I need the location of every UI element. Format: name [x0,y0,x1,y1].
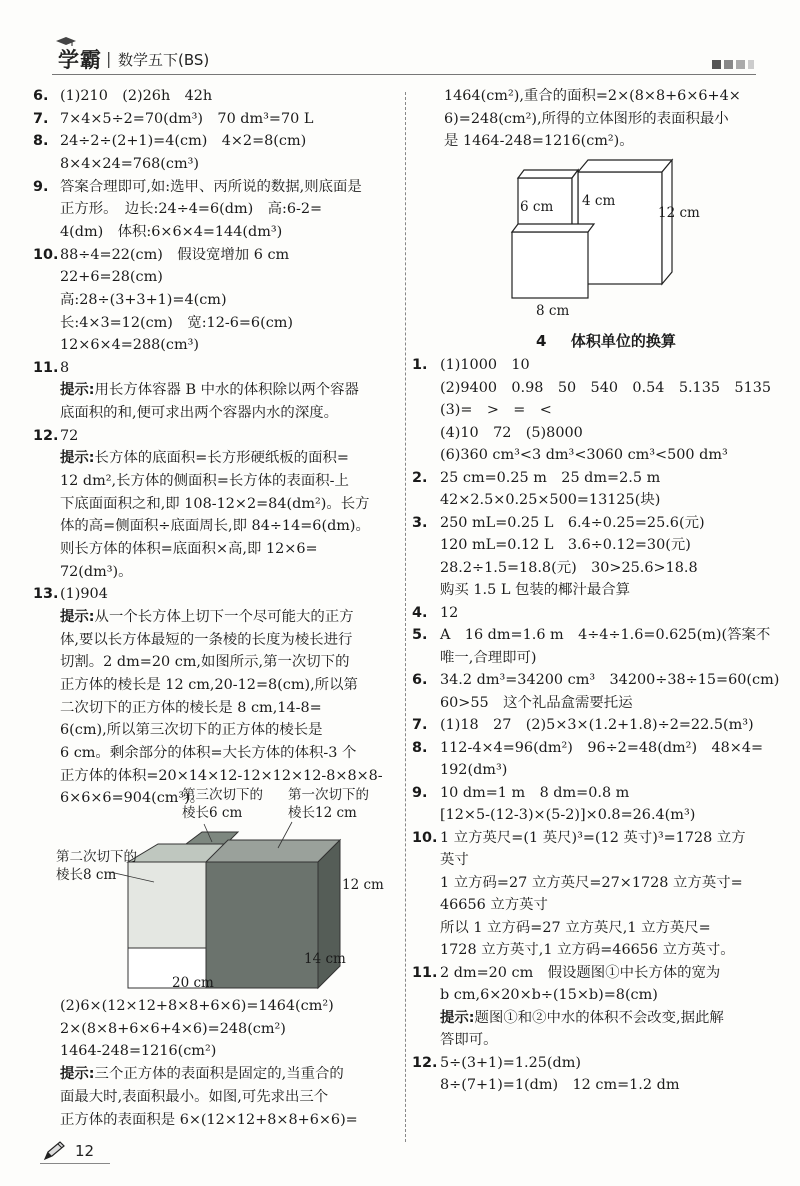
page-header [0,40,800,80]
answer-text: 120 mL=0.12 L 3.6÷0.12=30(元) [440,537,691,553]
answer-text: 二次切下的正方体的棱长是 8 cm,14-8= [60,699,322,716]
answer-line [440,558,698,578]
answer-line [60,996,334,1016]
item-number: 10. [33,246,59,263]
answer-text: (2)9400 0.98 50 540 0.54 5.135 5135 [440,379,772,396]
answer-line [440,738,763,758]
answer-line [440,670,779,690]
answer-text: 1464(cm²),重合的面积=2×(8×8+6×6+4× [444,88,741,104]
pencil-icon [42,1140,68,1162]
answer-line [60,652,349,672]
item-number: 4. [412,604,428,621]
answer-line [60,358,69,378]
answer-text: 42×2.5×0.25×500=13125(块) [440,492,661,508]
answer-text: 正方体的表面积是 6×(12×12+8×8+6×6)= [60,1111,358,1128]
answer-text: 答即可。 [440,1032,498,1048]
answer-text: 答案合理即可,如:选甲、丙所说的数据,则底面是 [60,178,362,195]
answer-line [60,1110,358,1130]
answer-text: 正方形。 边长:24÷4=6(dm) 高:6-2= [60,201,323,218]
answer-line [440,783,629,803]
answer-text: 72(dm³)。 [60,563,133,580]
label-first-cut-line2: 棱长12 cm [288,805,357,821]
answer-text: 体的高=侧面积÷底面周长,即 84÷14=6(dm)。 [60,518,370,535]
answer-line [440,648,537,668]
answer-text: 2 dm=20 cm 假设题图①中长方体的宽为 [440,964,721,981]
hint-label: 提示: [60,450,95,467]
answer-text: 1728 立方英寸,1 立方码=46656 立方英寸。 [440,942,735,958]
answer-line [440,873,743,893]
answer-line [440,400,552,420]
answer-line [440,805,695,825]
answer-text: 28.2÷1.5=18.8(元) 30>25.6>18.8 [440,559,698,576]
answer-text: 长方体的底面积=长方形硬纸板的面积= [94,450,349,467]
answer-text: 6)=248(cm²),所得的立体图形的表面积最小 [444,110,729,127]
section-title: 体积单位的换算 [570,332,676,350]
answer-text: (1)1000 10 [440,357,530,373]
answer-text: 12 [440,604,459,621]
label-second-cut-line2: 棱长8 cm [56,867,117,883]
answer-text: 6(cm),所以第三次切下的正方体的棱长是 [60,722,323,739]
answer-text: 从一个长方体上切下一个尽可能大的正方 [94,608,354,625]
answer-line [60,177,362,197]
hint-label: 提示: [60,382,95,399]
item-number: 2. [412,469,428,486]
dim-height: 12 cm [342,877,384,893]
answer-text: 24÷2÷(2+1)=4(cm) 4×2=8(cm) [60,133,307,150]
answer-line [440,963,720,983]
column-divider [405,92,406,1142]
answer-text: 则长方体的体积=底面积×高,即 12×6= [60,541,318,557]
label-third-cut [182,786,263,822]
answer-text: (4)10 72 (5)8000 [440,424,583,441]
answer-line [440,1075,679,1095]
answer-line [60,698,322,718]
answer-line [60,743,356,763]
answer-text: 1464-248=1216(cm²) [60,1043,217,1060]
answer-line [440,625,770,645]
answer-line [440,535,691,555]
item-number: 11. [33,359,59,376]
label-first-cut-line1: 第一次切下的 [288,787,369,803]
answer-text: 三个正方体的表面积是固定的,当重合的 [94,1066,344,1083]
answer-text: 高:28÷(3+3+1)=4(cm) [60,291,227,308]
decor-square [712,60,721,69]
answer-line [60,109,313,129]
answer-line [60,222,282,242]
item-number: 9. [412,784,428,801]
item-number: 13. [33,586,59,603]
answer-line [60,584,108,604]
item-number: 9. [33,178,49,195]
item-number: 1. [412,357,428,373]
item-number: 11. [412,964,438,981]
answer-line [60,199,322,219]
answer-line [60,290,227,310]
answer-text: 用长方体容器 B 中水的体积除以两个容器 [94,382,359,399]
answer-text: 8×4×24=768(cm³) [60,155,199,172]
answer-text: 1 立方码=27 立方英尺=27×1728 立方英寸= [440,874,743,891]
answer-line [440,580,630,600]
answer-line [60,426,78,446]
brand-logo: 学霸 [58,48,102,72]
answer-line [60,720,323,740]
answer-line [440,513,705,533]
answer-text: 唯一,合理即可) [440,649,537,666]
answer-line [60,539,318,559]
answer-line [440,895,548,915]
answer-line [444,86,741,106]
answer-line [440,468,660,488]
fig2-dim-mid: 4 cm [582,193,616,209]
answer-line [60,1064,344,1084]
answer-line [60,630,352,650]
answer-text: 面最大时,表面积最小。如图,可先求出三个 [60,1088,329,1105]
answer-line [440,378,771,398]
label-third-cut-line2: 棱长6 cm [182,805,243,821]
answer-line [440,423,583,443]
answer-text: 2×(8×8+6×6+4×6)=248(cm²) [60,1020,286,1037]
answer-line [60,607,354,627]
answer-text: 1 立方英尺=(1 英尺)³=(12 英寸)³=1728 立方 [440,829,746,846]
answer-text: A 16 dm=1.6 m 4÷4÷1.6=0.625(m)(答案不 [440,627,771,643]
item-number: 10. [412,829,438,846]
dim-width: 20 cm [172,975,214,991]
answer-line [440,918,711,938]
answer-line [60,245,289,265]
answer-text: b cm,6×20×b÷(15×b)=8(cm) [440,987,658,1003]
hint-label: 提示: [60,608,95,625]
answer-text: 英寸 [440,852,469,868]
figure-stacked-cubes [508,154,708,324]
item-number: 7. [33,110,49,127]
answer-text: 体,要以长方体最短的一条棱的长度为棱长进行 [60,631,353,648]
answer-line [60,1041,216,1061]
answer-text: (3)= > = < [440,402,552,418]
label-third-cut-line1: 第三次切下的 [182,787,263,803]
answer-text: 250 mL=0.25 L 6.4÷0.25=25.6(元) [440,514,705,531]
answer-text: 60>55 这个礼品盒需要托运 [440,694,633,711]
item-number: 8. [412,739,428,756]
decor-square [724,60,733,69]
page-number: 12 [75,1142,95,1160]
answer-text: 12×6×4=288(cm³) [60,337,199,354]
book-title: 数学五下(BS) [118,51,210,69]
answer-line [440,1008,724,1028]
item-number: 12. [412,1054,438,1071]
answer-line [440,1030,498,1050]
answer-text: 所以 1 立方码=27 立方英尺,1 立方英尺= [440,919,711,936]
answer-text: (1)904 [60,586,108,603]
dim-depth: 14 cm [304,951,346,967]
answer-text: [12×5-(12-3)×(5-2)]×0.8=26.4(m³) [440,807,696,823]
answer-line [440,355,530,375]
answer-text: 8÷(7+1)=1(dm) 12 cm=1.2 dm [440,1077,680,1093]
answer-line [444,109,729,129]
answer-line [60,766,383,786]
answer-line [60,313,293,333]
answer-text: 34.2 dm³=34200 cm³ 34200÷38÷15=60(cm) [440,672,780,688]
answer-text: 6 cm。剩余部分的体积=大长方体的体积-3 个 [60,744,357,761]
answer-text: 切割。2 dm=20 cm,如图所示,第一次切下的 [60,654,350,671]
answer-text: 购买 1.5 L 包装的椰汁最合算 [440,582,631,598]
answer-line [440,940,735,960]
fig2-dim-bottom: 8 cm [536,303,570,319]
answer-line [440,1053,581,1073]
fig2-dim-big: 12 cm [658,205,700,221]
hint-label: 提示: [60,1066,95,1083]
header-separator: | [106,49,112,68]
answer-line [60,494,370,514]
decor-square [736,60,745,69]
item-number: 3. [412,514,428,531]
answer-text: 4(dm) 体积:6×6×4=144(dm³) [60,223,283,240]
item-number: 5. [412,627,428,643]
answer-line [60,403,338,423]
label-second-cut [56,848,137,884]
answer-text: 12 dm²,长方体的侧面积=长方体的表面积-上 [60,473,349,490]
answer-text: (1)210 (2)26h 42h [60,88,213,104]
decor-square [748,60,754,69]
footer-rule [40,1163,110,1164]
answer-line [440,603,458,623]
answer-text: 是 1464-248=1216(cm²)。 [444,133,634,150]
answer-line [60,1019,286,1039]
answer-line [60,562,133,582]
answer-text: 112-4×4=96(dm²) 96÷2=48(dm²) 48×4= [440,739,764,756]
answer-text: 22+6=28(cm) [60,269,163,286]
answer-text: 正方体的体积=20×14×12-12×12×12-8×8×8- [60,767,383,784]
answer-line [60,335,199,355]
answer-line [60,448,349,468]
label-second-cut-line1: 第二次切下的 [56,849,137,865]
answer-line [440,985,658,1005]
answer-line [60,267,163,287]
item-number: 7. [412,717,428,733]
answer-line [60,131,306,151]
answer-line [60,380,359,400]
answer-line [440,490,660,510]
answer-text: 5÷(3+1)=1.25(dm) [440,1054,581,1071]
answer-text: 正方体的棱长是 12 cm,20-12=8(cm),所以第 [60,676,358,693]
header-rule [52,74,756,75]
answer-line [60,154,199,174]
section-number: 4 [536,332,547,350]
item-number: 12. [33,427,59,444]
answer-line [440,760,507,780]
answer-text: (1)18 27 (2)5×3×(1.2+1.8)÷2=22.5(m³) [440,717,754,733]
answer-text: 10 dm=1 m 8 dm=0.8 m [440,784,630,801]
fig2-dim-small: 6 cm [520,199,554,215]
answer-text: 46656 立方英寸 [440,897,548,913]
answer-line [60,86,212,106]
answer-text: 7×4×5÷2=70(dm³) 70 dm³=70 L [60,110,314,127]
answer-line [440,715,754,735]
answer-line [440,693,633,713]
answer-line [60,471,349,491]
answer-text: 长:4×3=12(cm) 宽:12-6=6(cm) [60,314,294,331]
answer-text: 底面积的和,便可求出两个容器内水的深度。 [60,405,338,422]
answer-line [60,516,370,536]
answer-text: (6)360 cm³<3 dm³<3060 cm³<500 dm³ [440,447,728,463]
answer-text: 25 cm=0.25 m 25 dm=2.5 m [440,469,661,486]
answer-text: 8 [60,359,70,376]
hint-label: 提示: [440,1009,475,1026]
answer-text: 下底面面积之和,即 108-12×2=84(dm²)。长方 [60,495,370,512]
answer-line [440,828,746,848]
figure-cube-cutting [56,787,396,996]
answer-line [60,1087,328,1107]
answer-text: 题图①和②中水的体积不会改变,据此解 [474,1009,724,1026]
answer-text: 192(dm³) [440,762,508,778]
figure-stacked-cubes-svg [508,154,708,324]
answer-line [60,675,358,695]
section-heading [536,330,676,351]
label-first-cut [288,786,369,822]
item-number: 6. [412,672,428,688]
answer-text: 88÷4=22(cm) 假设宽增加 6 cm [60,246,290,263]
answer-text: 6×6×6=904(cm³)。 [60,790,205,807]
answer-line [440,850,469,870]
item-number: 6. [33,88,49,104]
answer-text: (2)6×(12×12+8×8+6×6)=1464(cm²) [60,998,334,1014]
answer-line [444,131,634,151]
answer-text: 72 [60,427,79,444]
item-number: 8. [33,133,49,150]
answer-line [440,445,728,465]
